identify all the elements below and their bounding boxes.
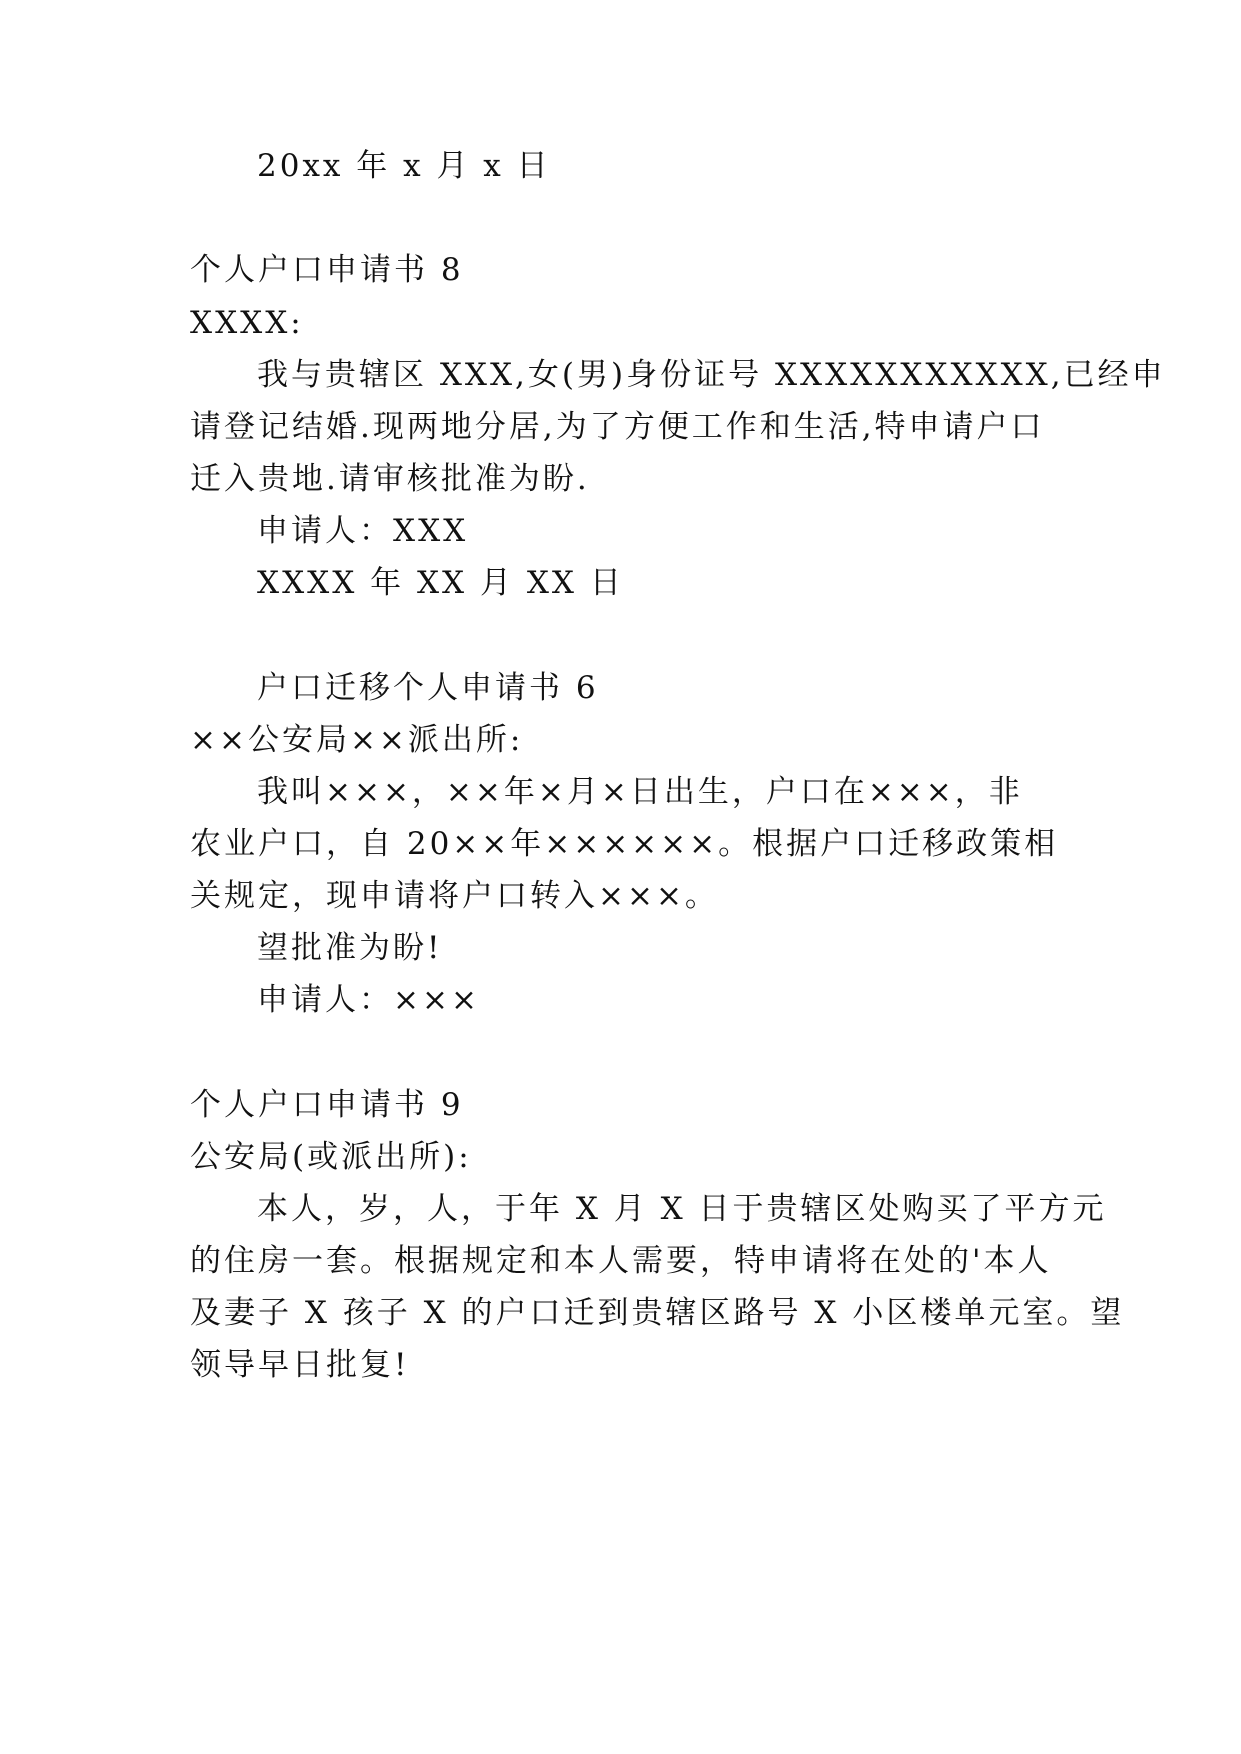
applicant-line-6: 申请人：××× (257, 982, 480, 1018)
body-line-8a: 我与贵辖区 XXX,女(男)身份证号 XXXXXXXXXXX,已经申 (257, 357, 1166, 393)
body-line-9a: 本人，岁，人，于年 X 月 X 日于贵辖区处购买了平方元 (257, 1191, 1107, 1227)
section-title-8: 个人户口申请书 8 (190, 252, 464, 288)
date-line-8: XXXX 年 XX 月 XX 日 (257, 565, 624, 601)
section-title-6: 户口迁移个人申请书 6 (257, 670, 599, 706)
body-line-6c: 关规定，现申请将户口转入×××。 (190, 878, 719, 914)
section-title-9: 个人户口申请书 9 (190, 1087, 464, 1123)
closing-line-6: 望批准为盼! (257, 930, 443, 966)
recipient-line-6: ××公安局××派出所: (190, 722, 524, 758)
recipient-line-8: XXXX: (190, 305, 304, 341)
date-line-1: 20xx 年 x 月 x 日 (257, 148, 551, 184)
body-line-9c: 及妻子 X 孩子 X 的户口迁到贵辖区路号 X 小区楼单元室。望 (190, 1295, 1125, 1331)
body-line-8b: 请登记结婚.现两地分居,为了方便工作和生活,特申请户口 (190, 409, 1045, 445)
body-line-9b: 的住房一套。根据规定和本人需要，特申请将在处的'本人 (190, 1243, 1052, 1279)
recipient-line-9: 公安局(或派出所): (190, 1139, 472, 1175)
body-line-6a: 我叫×××，××年×月×日出生，户口在×××，非 (257, 774, 1023, 810)
applicant-line-8: 申请人：XXX (257, 513, 469, 549)
body-line-9d: 领导早日批复! (190, 1347, 410, 1383)
body-line-6b: 农业户口，自 20××年××××××。根据户口迁移政策相 (190, 826, 1059, 862)
body-line-8c: 迁入贵地.请审核批准为盼. (190, 461, 590, 497)
